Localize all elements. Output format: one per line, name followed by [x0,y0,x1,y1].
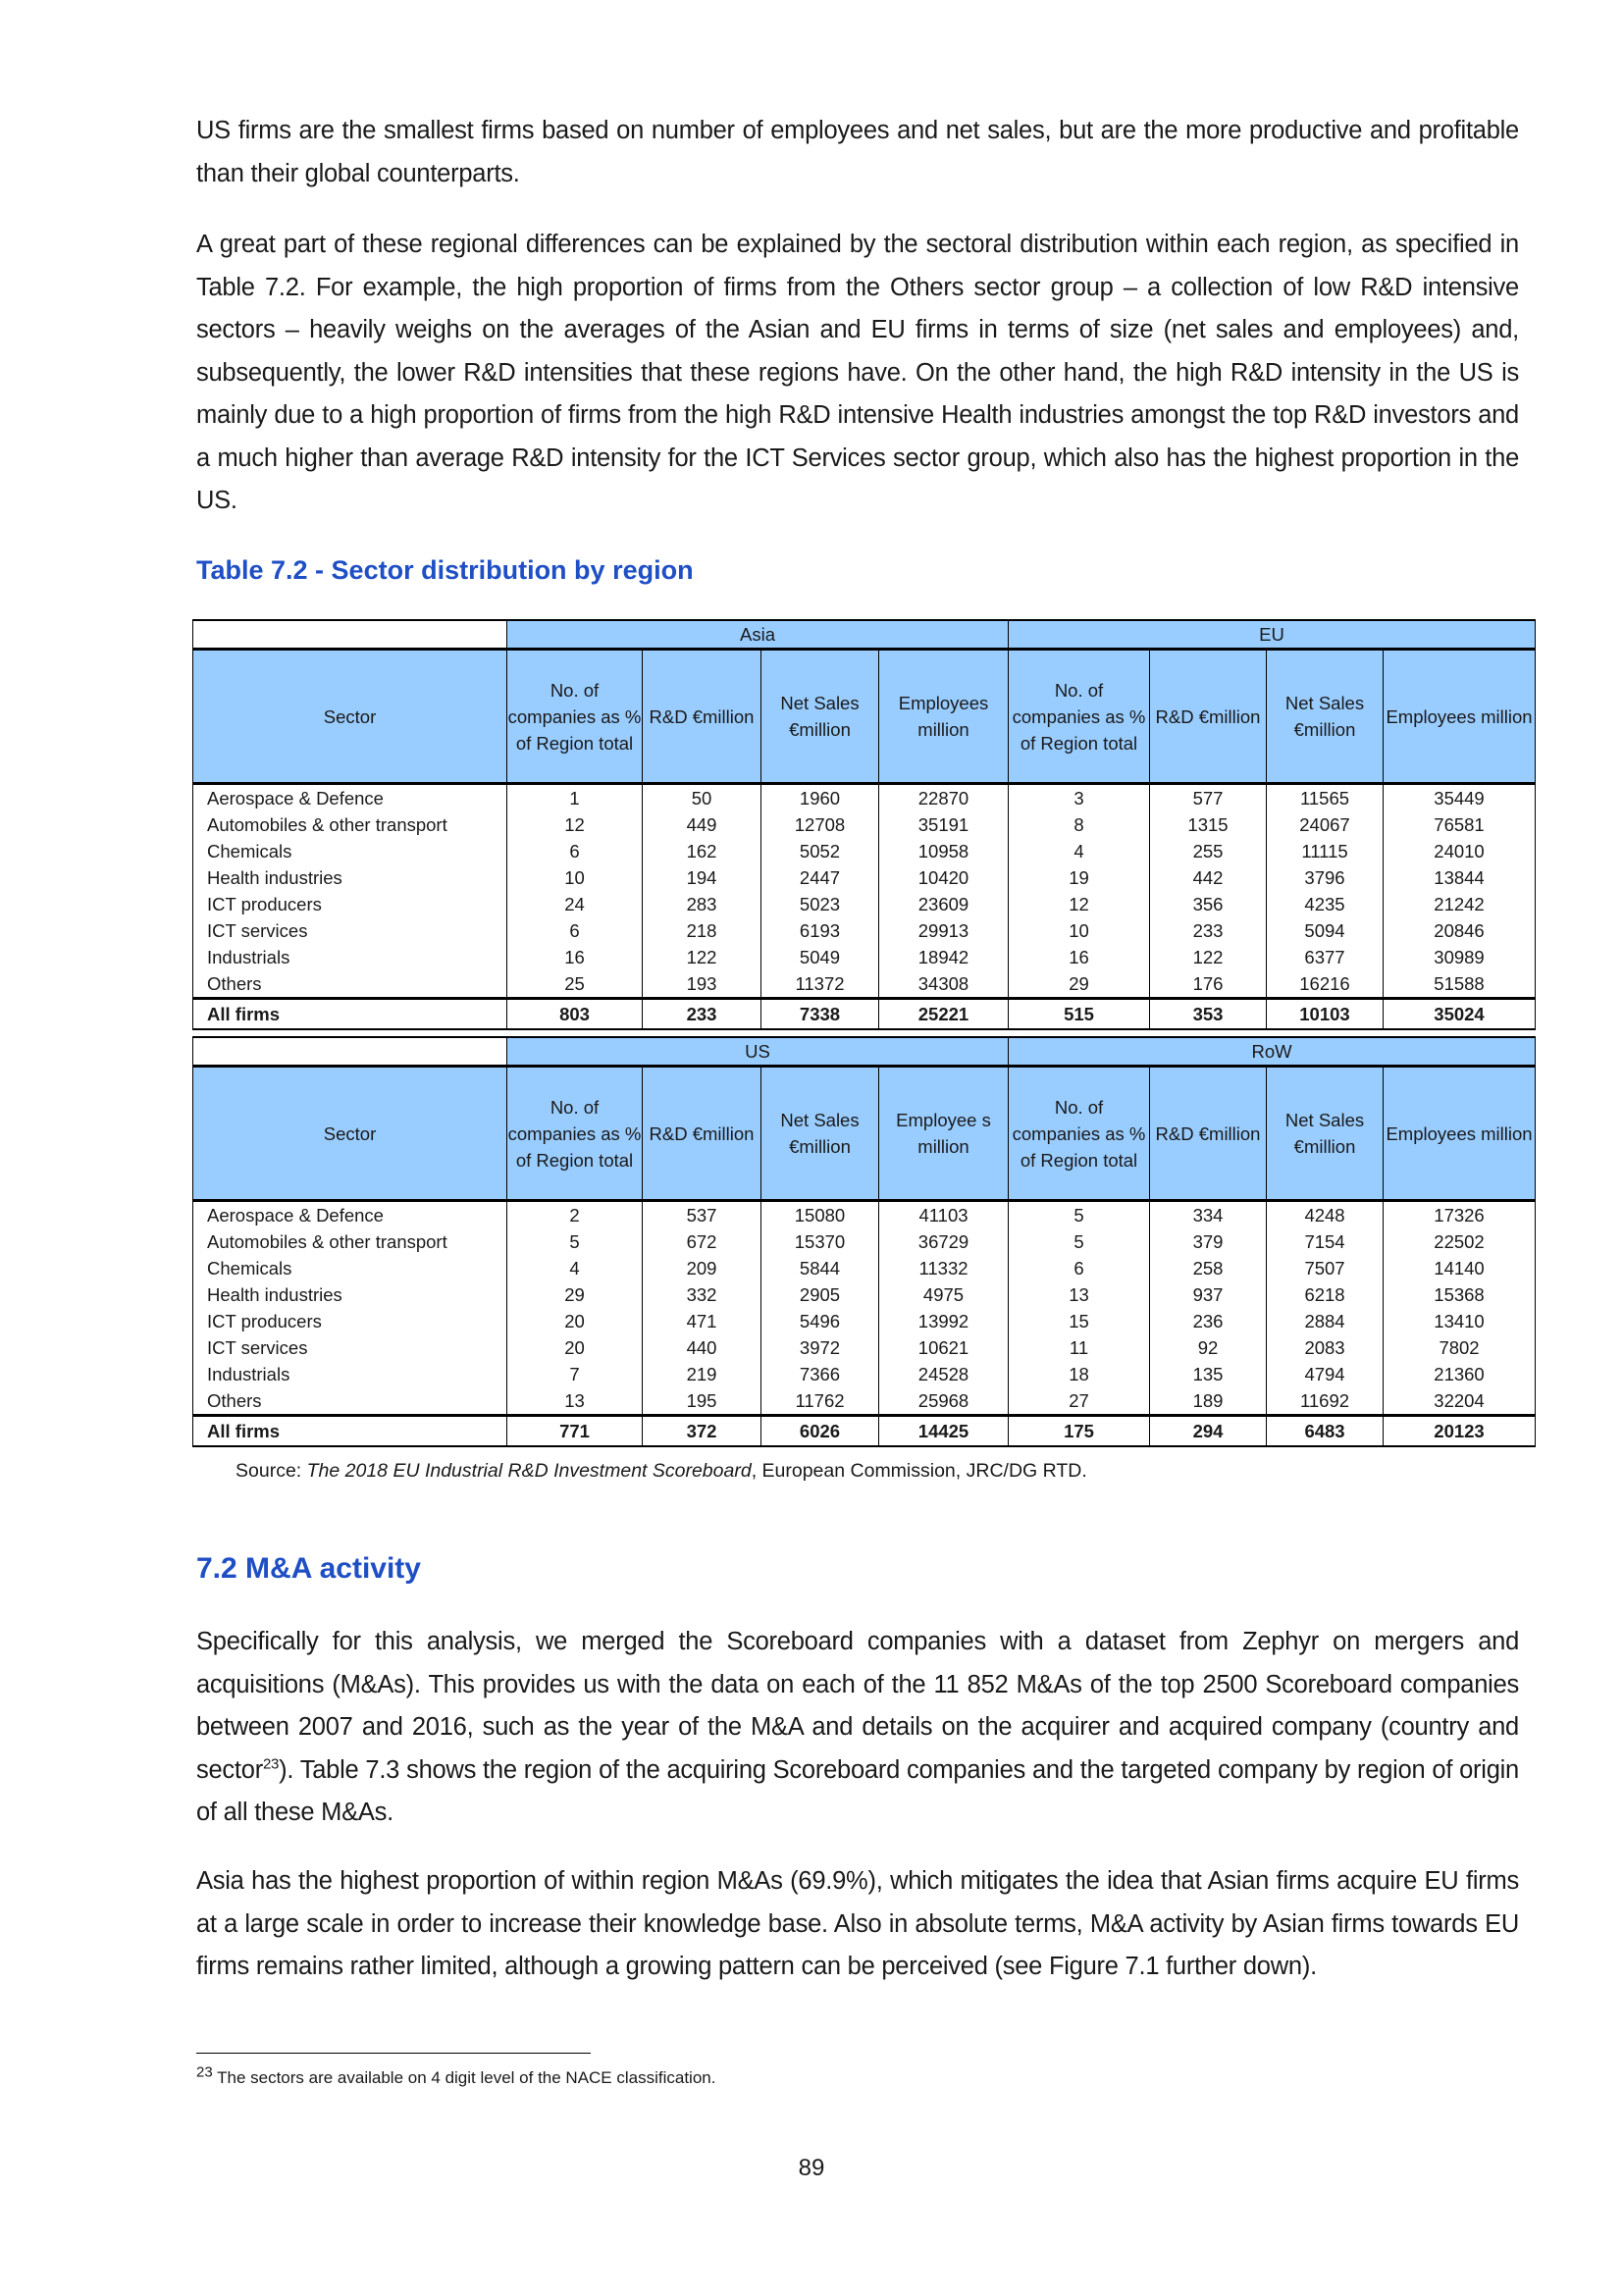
table-cell: 35449 [1384,784,1536,812]
table-cell: 5052 [761,838,879,864]
total-cell: 25221 [879,999,1009,1030]
table-cell: 10420 [879,864,1009,891]
table-cell: 35191 [879,811,1009,838]
column-header-row [193,1067,1536,1201]
table-cell: 176 [1150,970,1267,999]
table-cell: 16216 [1267,970,1384,999]
table-cell: 5023 [761,891,879,917]
footnote-number: 23 [196,2063,213,2081]
column-header: Employees million [1384,1067,1536,1201]
table-cell: 577 [1150,784,1267,812]
table-cell: 4 [1009,838,1150,864]
table-cell: 135 [1150,1361,1267,1387]
table-cell: 258 [1150,1255,1267,1281]
table-cell: 10 [507,864,643,891]
table-cell: 10958 [879,838,1009,864]
table-cell: 11332 [879,1255,1009,1281]
paragraph-regional-differences: A great part of these regional differences can be explained by the sectoral distribution within each region, as specified in Table 7.2. For example, the high proportion of firms from the Others sector group – a collection of low R&D intensive sectors – heavily weighs on the averages of the Asian and EU firms in terms of size (net sales and employees) and, subsequently, the lower R&D intensities that these regions have. On the other hand, the high R&D intensity in the US is mainly due to a high proportion of firms from the high R&D intensive Health industries amongst the top R&D investors and a much higher than average R&D intensity for the ICT Services sector group, which also has the highest proportion in the US. [196,231,1519,514]
paragraph-intro: US firms are the smallest firms based on number of employees and net sales, but are the more productive and profitable than their global counterparts. [196,117,1519,187]
table-cell: 7507 [1267,1255,1384,1281]
table-source [236,1460,1087,1483]
column-header: R&D €million [1150,1067,1267,1201]
footnote-text: The sectors are available on 4 digit level of the NACE classification. [212,2068,716,2087]
table-cell: 10 [1009,917,1150,944]
column-header: R&D €million [643,1067,761,1201]
total-cell: 175 [1009,1416,1150,1447]
total-cell: 233 [643,999,761,1030]
table-cell: 2083 [1267,1334,1384,1361]
table-cell: 449 [643,811,761,838]
table-cell: 7366 [761,1361,879,1387]
table-cell: 15080 [761,1201,879,1229]
total-cell: 6483 [1267,1416,1384,1447]
table-cell: 50 [643,784,761,812]
table-cell: 3 [1009,784,1150,812]
table-cell: 29 [507,1281,643,1308]
column-header: Sector [193,650,507,784]
page-number: 89 [798,2155,825,2181]
table-cell: 2 [507,1201,643,1229]
sector-name: Others [193,970,507,999]
table-row [193,1361,1536,1387]
blank-cell [193,620,507,650]
table-row [193,1228,1536,1255]
table-cell: 2884 [1267,1308,1384,1334]
sector-name: ICT producers [193,1308,507,1334]
table-cell: 6218 [1267,1281,1384,1308]
sector-name: Industrials [193,1361,507,1387]
sector-name: Automobiles & other transport [193,1228,507,1255]
table-cell: 7154 [1267,1228,1384,1255]
table-cell: 13 [507,1387,643,1416]
table-cell: 25 [507,970,643,999]
column-header: No. of companies as % of Region total [1009,650,1150,784]
table-cell: 195 [643,1387,761,1416]
table-cell: 76581 [1384,811,1536,838]
table-row [193,1308,1536,1334]
table-cell: 193 [643,970,761,999]
table-cell: 4235 [1267,891,1384,917]
region-header-row [193,1037,1536,1067]
table-cell: 3972 [761,1334,879,1361]
table-cell: 5094 [1267,917,1384,944]
table-cell: 27 [1009,1387,1150,1416]
table-row [193,944,1536,970]
table-cell: 442 [1150,864,1267,891]
table-cell: 12708 [761,811,879,838]
table-cell: 13844 [1384,864,1536,891]
table-cell: 356 [1150,891,1267,917]
table-cell: 471 [643,1308,761,1334]
total-cell: 6026 [761,1416,879,1447]
table-cell: 3796 [1267,864,1384,891]
table-cell: 6 [1009,1255,1150,1281]
table-cell: 24 [507,891,643,917]
table-cell: 5 [1009,1228,1150,1255]
table-cell: 15370 [761,1228,879,1255]
total-label: All firms [193,999,507,1030]
table-cell: 15 [1009,1308,1150,1334]
table-cell: 5844 [761,1255,879,1281]
column-header: R&D €million [643,650,761,784]
table-cell: 20 [507,1334,643,1361]
table-cell: 6 [507,838,643,864]
table-cell: 29 [1009,970,1150,999]
table-row [193,1255,1536,1281]
table-cell: 7802 [1384,1334,1536,1361]
table-cell: 19 [1009,864,1150,891]
table-cell: 20846 [1384,917,1536,944]
table-cell: 332 [643,1281,761,1308]
table-cell: 6 [507,917,643,944]
table-cell: 21242 [1384,891,1536,917]
table-cell: 233 [1150,917,1267,944]
table-row [193,970,1536,999]
table-cell: 122 [643,944,761,970]
table-cell: 11565 [1267,784,1384,812]
table-cell: 14140 [1384,1255,1536,1281]
total-cell: 35024 [1384,999,1536,1030]
paragraph-text: ). Table 7.3 shows the region of the acquiring Scoreboard companies and the targeted company by region of origin of all these M&As. [196,1755,1519,1826]
column-header: Employees million [1384,650,1536,784]
paragraph-ma-data [196,1621,1519,1835]
table-cell: 255 [1150,838,1267,864]
table-cell: 24067 [1267,811,1384,838]
table-row [193,917,1536,944]
section-heading: 7.2 M&A activity [196,1552,421,1585]
total-cell: 20123 [1384,1416,1536,1447]
table-cell: 13410 [1384,1308,1536,1334]
table-cell: 334 [1150,1201,1267,1229]
region-header: Asia [507,620,1009,650]
table-row [193,864,1536,891]
column-header: No. of companies as % of Region total [507,1067,643,1201]
sector-name: Others [193,1387,507,1416]
table-cell: 283 [643,891,761,917]
table-cell: 4248 [1267,1201,1384,1229]
table-cell: 92 [1150,1334,1267,1361]
table-cell: 2905 [761,1281,879,1308]
table-cell: 5 [507,1228,643,1255]
table-cell: 41103 [879,1201,1009,1229]
sector-name: ICT producers [193,891,507,917]
column-header: Net Sales €million [761,1067,879,1201]
table-cell: 2447 [761,864,879,891]
table-row [193,891,1536,917]
table-cell: 23609 [879,891,1009,917]
table-title: Table 7.2 - Sector distribution by region [196,555,694,585]
total-cell: 7338 [761,999,879,1030]
column-header: Employee s million [879,1067,1009,1201]
total-row [193,1416,1536,1447]
table-cell: 24010 [1384,838,1536,864]
table-cell: 20 [507,1308,643,1334]
column-header: Employees million [879,650,1009,784]
table-cell: 4 [507,1255,643,1281]
table-cell: 16 [1009,944,1150,970]
footnote-divider [196,2053,591,2054]
table-row [193,838,1536,864]
table-cell: 5049 [761,944,879,970]
sector-name: Industrials [193,944,507,970]
total-cell: 771 [507,1416,643,1447]
table-cell: 937 [1150,1281,1267,1308]
sector-name: ICT services [193,917,507,944]
table-cell: 189 [1150,1387,1267,1416]
region-header: RoW [1009,1037,1536,1067]
sector-name: ICT services [193,1334,507,1361]
table-cell: 12 [507,811,643,838]
sector-name: Automobiles & other transport [193,811,507,838]
sector-name: Chemicals [193,838,507,864]
table-cell: 6377 [1267,944,1384,970]
table-cell: 219 [643,1361,761,1387]
table-row [193,811,1536,838]
table-cell: 11372 [761,970,879,999]
column-header: R&D €million [1150,650,1267,784]
table-cell: 32204 [1384,1387,1536,1416]
source-suffix: , European Commission, JRC/DG RTD. [751,1460,1087,1482]
sector-name: Health industries [193,864,507,891]
table-cell: 8 [1009,811,1150,838]
column-header: No. of companies as % of Region total [507,650,643,784]
table-cell: 11692 [1267,1387,1384,1416]
column-header: No. of companies as % of Region total [1009,1067,1150,1201]
table-cell: 36729 [879,1228,1009,1255]
sector-name: Chemicals [193,1255,507,1281]
table-cell: 24528 [879,1361,1009,1387]
total-row [193,999,1536,1030]
total-cell: 515 [1009,999,1150,1030]
table-cell: 5496 [761,1308,879,1334]
table-cell: 21360 [1384,1361,1536,1387]
table-cell: 22870 [879,784,1009,812]
table-cell: 25968 [879,1387,1009,1416]
table-cell: 11115 [1267,838,1384,864]
column-header: Net Sales €million [761,650,879,784]
table-row [193,1334,1536,1361]
column-header-row [193,650,1536,784]
sector-name: Aerospace & Defence [193,1201,507,1229]
table-cell: 11 [1009,1334,1150,1361]
sector-name: Health industries [193,1281,507,1308]
paragraph-asia-ma: Asia has the highest proportion of within region M&As (69.9%), which mitigates the idea that Asian firms acquire EU firms at a large scale in order to increase their knowledge base. Also in absolute terms, M&A activity by Asian firms towards EU firms remains rather limited, although a growing pattern can be perceived (see Figure 7.1 further down). [196,1867,1519,1980]
region-header-row [193,620,1536,650]
table-cell: 5 [1009,1201,1150,1229]
column-header: Net Sales €million [1267,1067,1384,1201]
table-cell: 1 [507,784,643,812]
total-cell: 353 [1150,999,1267,1030]
table-cell: 236 [1150,1308,1267,1334]
table-cell: 13992 [879,1308,1009,1334]
source-prefix: Source: [236,1460,307,1482]
sector-distribution-table-us-row [192,1036,1536,1447]
table-cell: 29913 [879,917,1009,944]
table-cell: 10621 [879,1334,1009,1361]
blank-cell [193,1037,507,1067]
table-cell: 122 [1150,944,1267,970]
total-cell: 10103 [1267,999,1384,1030]
source-title: The 2018 EU Industrial R&D Investment Scoreboard [306,1460,752,1482]
table-cell: 18942 [879,944,1009,970]
total-label: All firms [193,1416,507,1447]
total-cell: 294 [1150,1416,1267,1447]
column-header: Net Sales €million [1267,650,1384,784]
table-cell: 6193 [761,917,879,944]
table-cell: 30989 [1384,944,1536,970]
table-cell: 15368 [1384,1281,1536,1308]
table-cell: 672 [643,1228,761,1255]
table-cell: 194 [643,864,761,891]
table-cell: 218 [643,917,761,944]
table-cell: 16 [507,944,643,970]
table-cell: 1960 [761,784,879,812]
footnote-reference[interactable]: 23 [262,1755,280,1772]
table-cell: 7 [507,1361,643,1387]
sector-distribution-table-asia-eu [192,619,1536,1030]
table-cell: 11762 [761,1387,879,1416]
sector-name: Aerospace & Defence [193,784,507,812]
total-cell: 803 [507,999,643,1030]
table-row [193,1387,1536,1416]
region-header: US [507,1037,1009,1067]
table-row [193,1281,1536,1308]
table-cell: 379 [1150,1228,1267,1255]
table-cell: 18 [1009,1361,1150,1387]
total-cell: 14425 [879,1416,1009,1447]
table-cell: 162 [643,838,761,864]
paragraph-text: Specifically for this analysis, we merged the Scoreboard companies with a dataset from Zephyr on mergers and acquisitions (M&As). This provides us with the data on each of the 11 852 M&As of the top 2500 Scoreboard companies between 2007 and 2016, such as the year of the M&A and details on the acquirer and acquired company (country and sector [196,1628,1519,1784]
table-cell: 51588 [1384,970,1536,999]
column-header: Sector [193,1067,507,1201]
table-cell: 537 [643,1201,761,1229]
table-cell: 4794 [1267,1361,1384,1387]
table-cell: 12 [1009,891,1150,917]
table-cell: 209 [643,1255,761,1281]
table-row [193,1201,1536,1229]
table-cell: 13 [1009,1281,1150,1308]
table-cell: 1315 [1150,811,1267,838]
region-header: EU [1009,620,1536,650]
table-row [193,784,1536,812]
table-cell: 34308 [879,970,1009,999]
table-cell: 4975 [879,1281,1009,1308]
total-cell: 372 [643,1416,761,1447]
table-cell: 440 [643,1334,761,1361]
table-cell: 22502 [1384,1228,1536,1255]
footnote [196,2063,716,2088]
table-cell: 17326 [1384,1201,1536,1229]
